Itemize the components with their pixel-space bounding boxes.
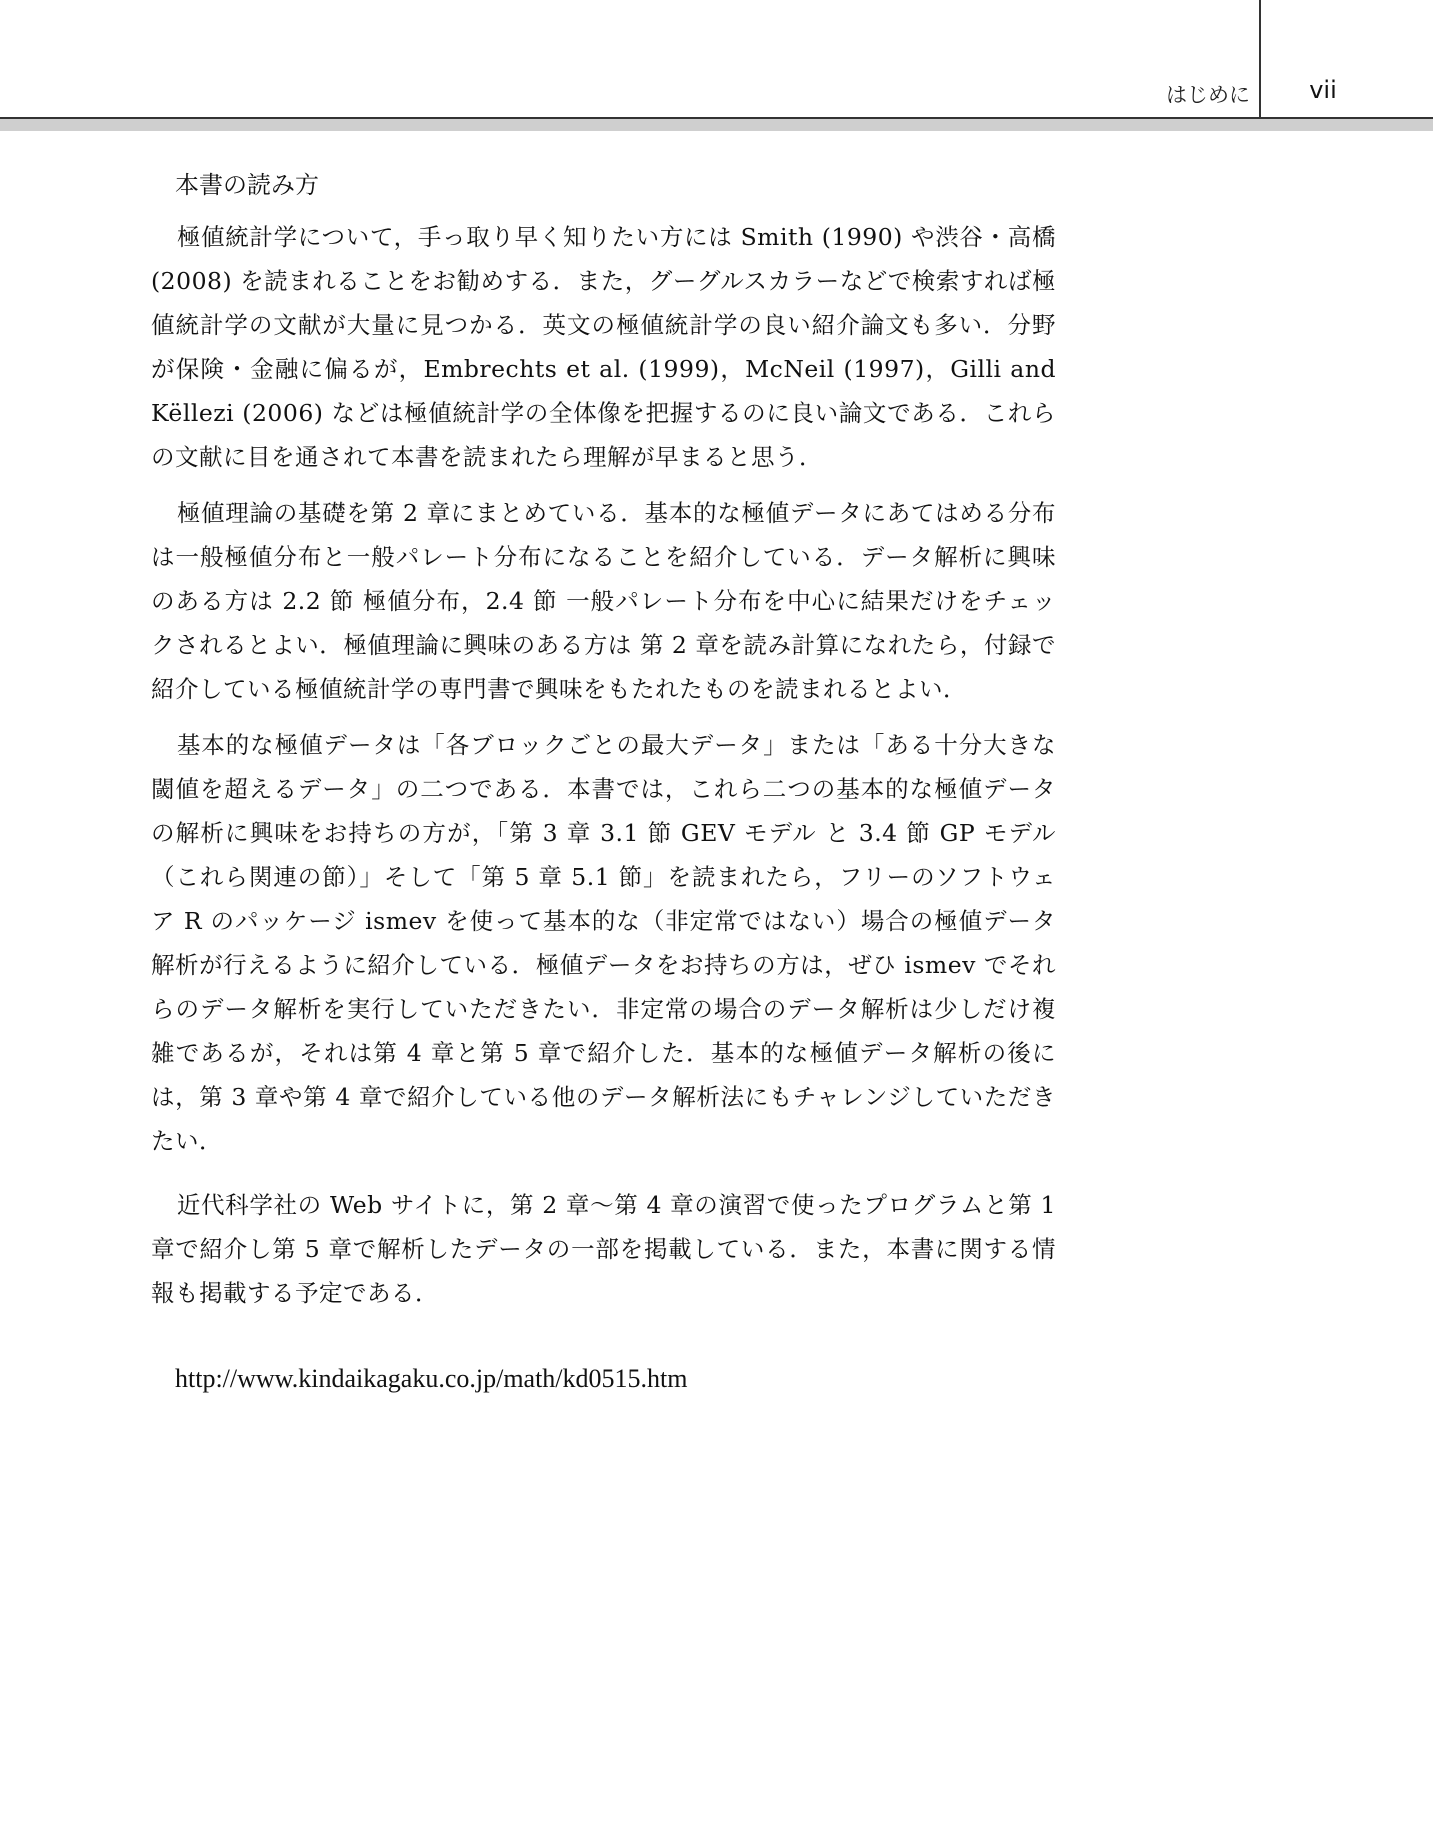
running-title: はじめに xyxy=(1166,83,1250,107)
paragraph-reading-guide: 極値統計学について，手っ取り早く知りたい方には Smith (1990) や渋谷・高橋 (2008) を読まれることをお勧めする．また，グーグルスカラーなどで検索すれば極値統計学の文献が大量に見つかる．英文の極値統計学の良い紹介論文も多い．分野が保険・金融に偏るが，Embrechts et al. (1999)，McNeil (1997)，Gilli and Këllezi (2006) などは極値統計学の全体像を把握するのに良い論文である．これらの文献に目を通されて本書を読まれたら理解が早まると思う． xyxy=(151,223,1056,471)
page-header xyxy=(0,0,1433,130)
section-title: 本書の読み方 xyxy=(175,171,319,199)
paragraph-basic-data: 基本的な極値データは「各ブロックごとの最大データ」または「ある十分大きな閾値を超えるデータ」の二つである．本書では，これら二つの基本的な極値データの解析に興味をお持ちの方が，「第 3 章 3.1 節 GEV モデル と 3.4 節 GP モデル（これら関連の節）」そして「第 5 章 5.1 節」を読まれたら，フリーのソフトウェア R のパッケージ ismev を使って基本的な（非定常ではない）場合の極値データ解析が行えるように紹介している．極値データをお持ちの方は，ぜひ ismev でそれらのデータ解析を実行していただきたい．非定常の場合のデータ解析は少しだけ複雑であるが，それは第 4 章と第 5 章で紹介した．基本的な極値データ解析の後には，第 3 章や第 4 章で紹介している他のデータ解析法にもチャレンジしていただきたい． xyxy=(151,731,1056,1155)
page-number: vii xyxy=(1309,76,1337,104)
header-gray-band xyxy=(0,119,1433,131)
paragraph-extreme-theory: 極値理論の基礎を第 2 章にまとめている．基本的な極値データにあてはめる分布は一般極値分布と一般パレート分布になることを紹介している．データ解析に興味のある方は 2.2 節 極値分布，2.4 節 一般パレート分布を中心に結果だけをチェックされるとよい．極値理論に興味のある方は 第 2 章を読み計算になれたら，付録で紹介している極値統計学の専門書で興味をもたれたものを読まれるとよい． xyxy=(151,499,1056,703)
header-vertical-rule xyxy=(1259,0,1261,118)
website-url[interactable]: http://www.kindaikagaku.co.jp/math/kd0515.htm xyxy=(175,1364,688,1393)
paragraph-website: 近代科学社の Web サイトに，第 2 章〜第 4 章の演習で使ったプログラムと第 1 章で紹介し第 5 章で解析したデータの一部を掲載している．また，本書に関する情報も掲載する予定である． xyxy=(151,1191,1056,1307)
main-content xyxy=(151,165,1056,1399)
